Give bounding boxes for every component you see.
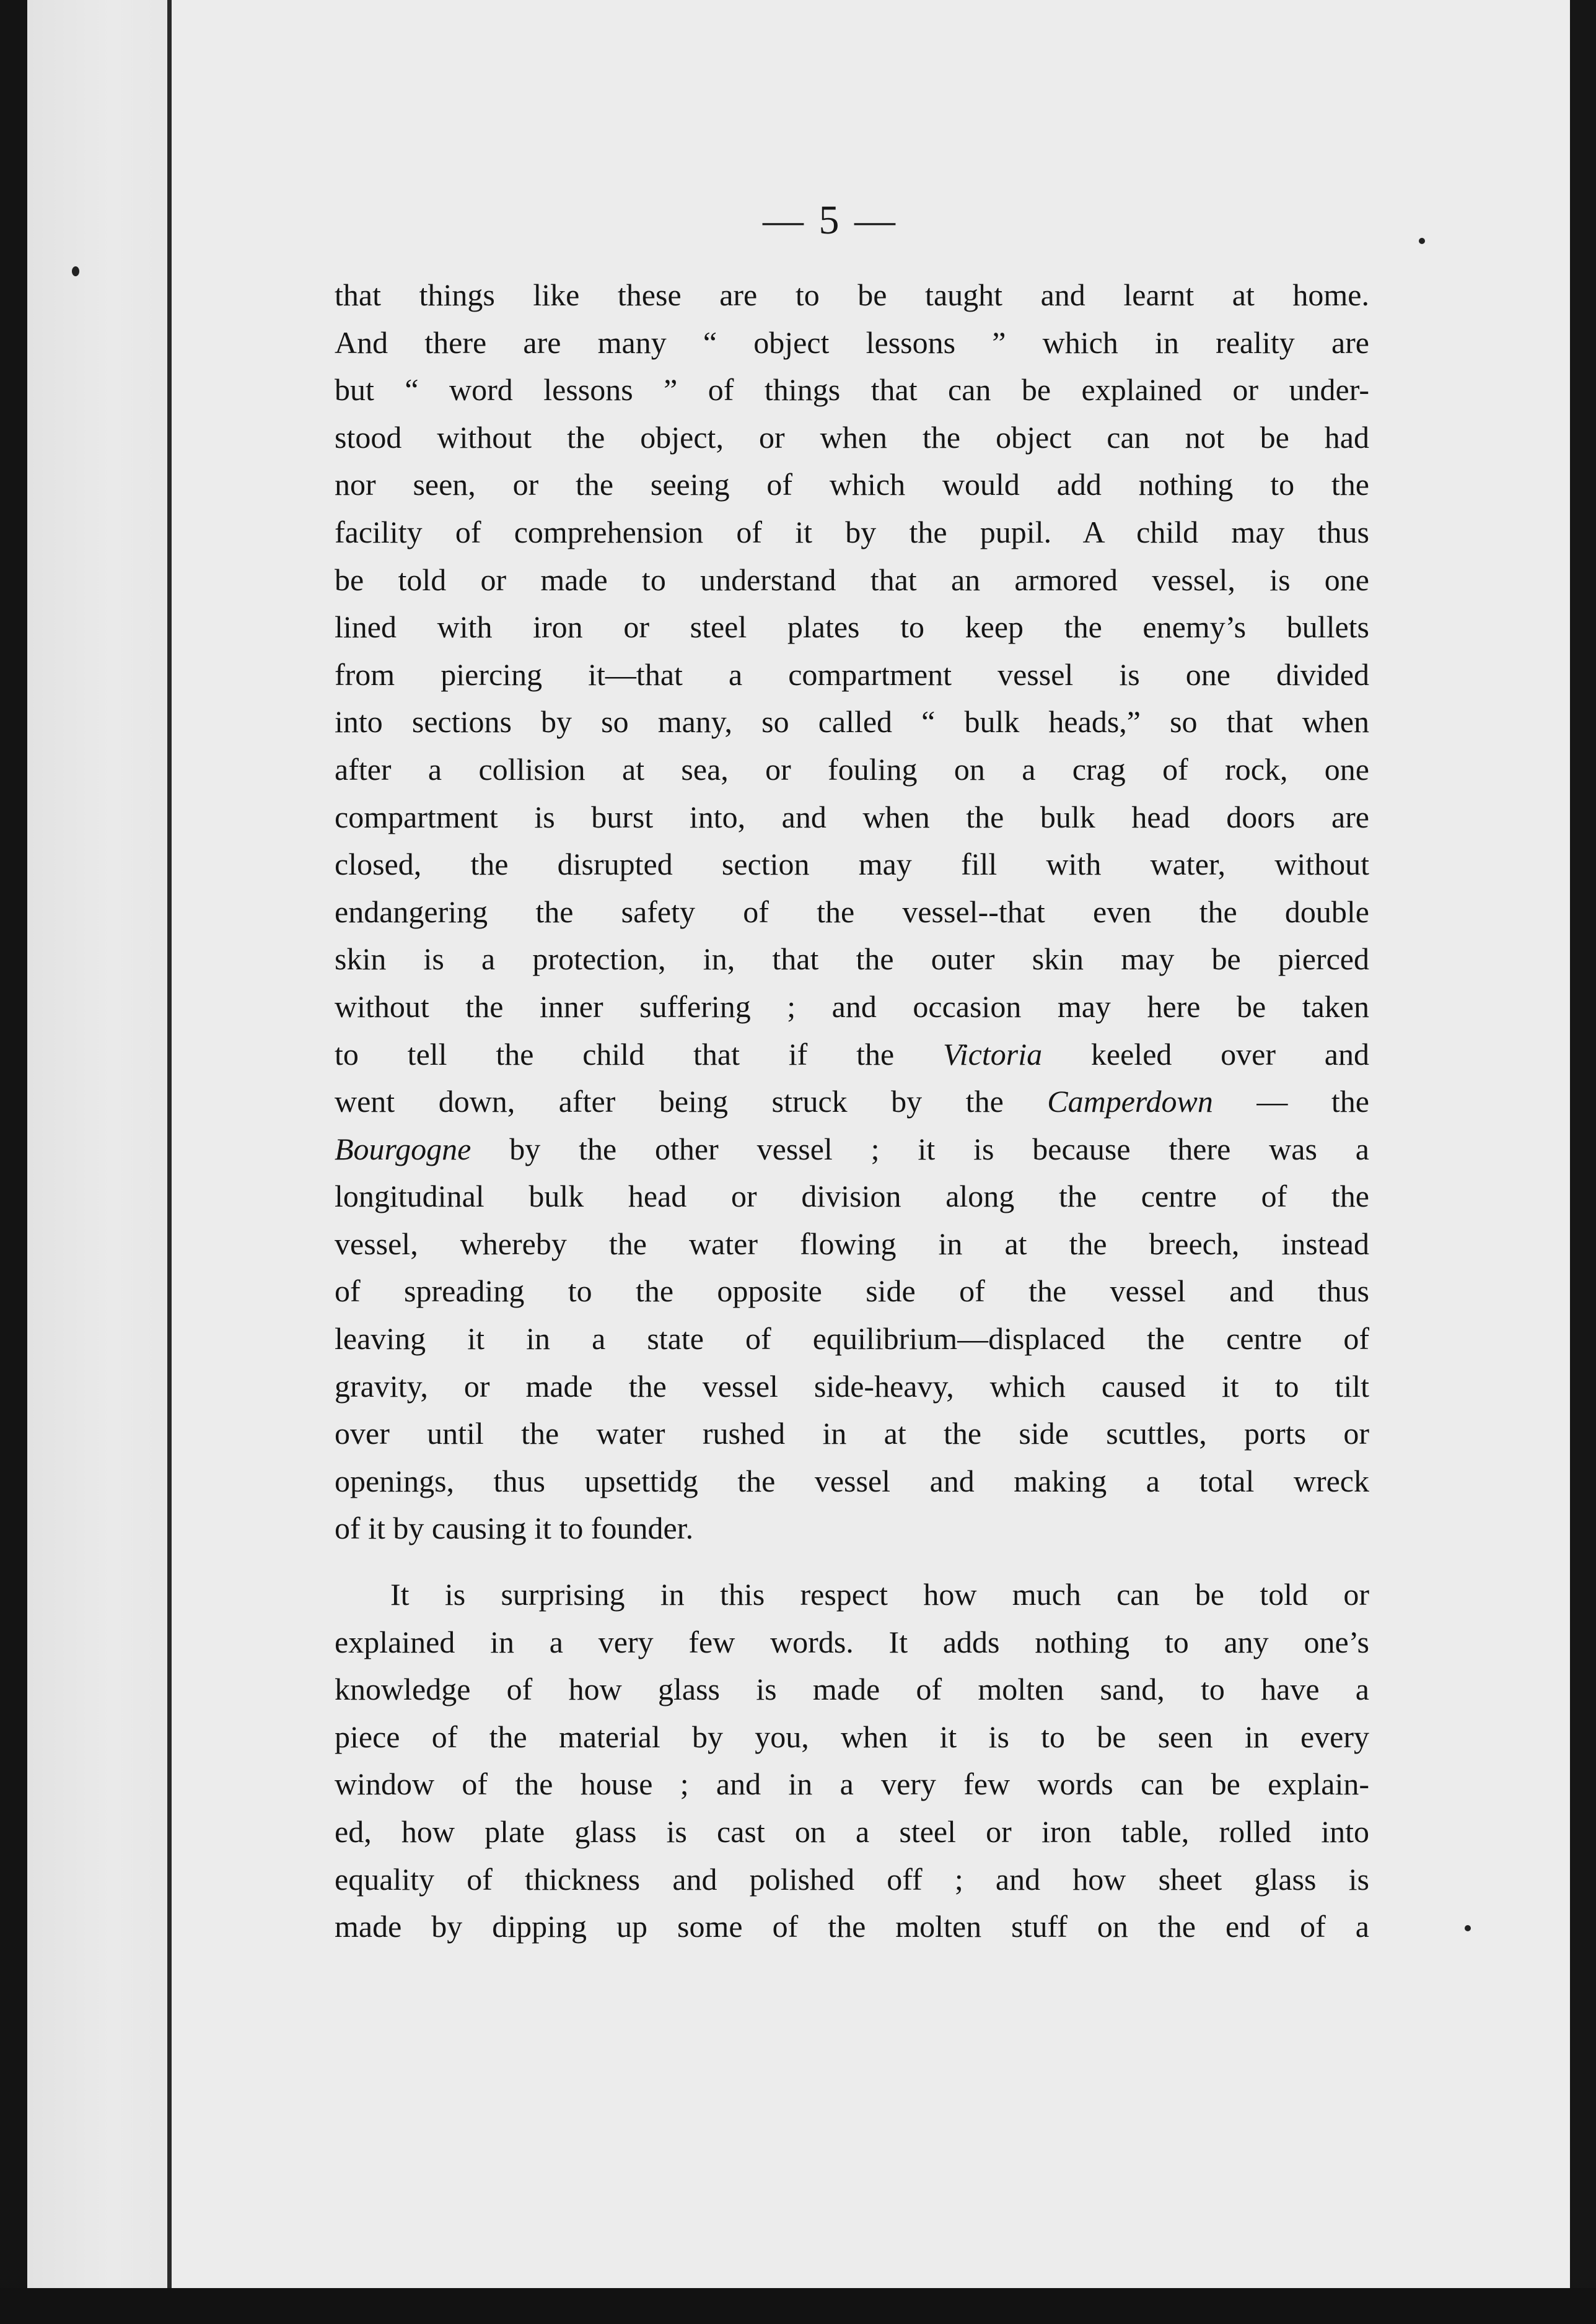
text-run: keeled over and (1042, 1036, 1370, 1072)
text-line: facility of comprehension of it by the pupil. A child may thus (335, 514, 1369, 549)
text-line-with-italic (335, 1031, 1369, 1078)
binding-gutter (27, 0, 170, 2324)
binding-fold-line (167, 0, 172, 2324)
text-line: It is surprising in this respect how much can be told or (390, 1577, 1369, 1612)
text-line: openings, thus upsettidg the vessel and making a total wreck (335, 1463, 1369, 1498)
body-text (335, 271, 1369, 1950)
text-line: stood without the object, or when the object can not be had (335, 419, 1369, 455)
text-line: closed, the disrupted section may fill with water, without (335, 847, 1369, 882)
text-line: vessel, whereby the water flowing in at the breech, instead (335, 1226, 1369, 1261)
text-line: gravity, or made the vessel side-heavy, which caused it to tilt (335, 1368, 1369, 1404)
text-line: window of the house ; and in a very few words can be explain- (335, 1767, 1369, 1802)
text-line: skin is a protection, in, that the outer skin may be pierced (335, 941, 1369, 977)
text-line: be told or made to understand that an armored vessel, is one (335, 562, 1369, 597)
paragraph-1 (335, 271, 1369, 1552)
text-line: from piercing it—that a compartment vessel is one divided (335, 657, 1369, 692)
paragraph-2 (335, 1571, 1369, 1950)
text-line: ed, how plate glass is cast on a steel or iron table, rolled into (335, 1814, 1369, 1849)
text-line: knowledge of how glass is made of molten sand, to have a (335, 1672, 1369, 1707)
text-line: endangering the safety of the vessel--that even the double (335, 894, 1369, 929)
text-line: longitudinal bulk head or division along the centre of the (335, 1179, 1369, 1214)
text-line: into sections by so many, so called “ bulk heads,” so that when (335, 704, 1369, 740)
text-line: explained in a very few words. It adds nothing to any one’s (335, 1624, 1369, 1659)
text-line: lined with iron or steel plates to keep the enemy’s bullets (335, 609, 1369, 645)
dust-speck (1465, 1925, 1471, 1931)
text-line: without the inner suffering ; and occasion may here be taken (335, 989, 1369, 1024)
text-line-with-italic (335, 1125, 1369, 1173)
text-line: after a collision at sea, or fouling on a crag of rock, one (335, 751, 1369, 787)
ship-name-bourgogne: Bourgogne (335, 1131, 471, 1166)
text-line: And there are many “ object lessons ” which in reality are (335, 325, 1369, 360)
text-line: piece of the material by you, when it is to be seen in every (335, 1719, 1369, 1754)
scan-edge-right (1570, 0, 1596, 2324)
text-line-with-italic (335, 1078, 1369, 1125)
text-line: leaving it in a state of equilibrium—displaced the centre of (335, 1321, 1369, 1356)
text-line: but “ word lessons ” of things that can be explained or under- (335, 372, 1369, 408)
text-run: — the (1212, 1084, 1369, 1119)
scan-edge-left (0, 0, 27, 2324)
text-line: compartment is burst into, and when the bulk head doors are (335, 799, 1369, 834)
text-line: made by dipping up some of the molten stuff on the end of a (335, 1909, 1369, 1944)
ship-name-camperdown: Camperdown (1047, 1084, 1213, 1119)
text-line: of it by causing it to founder. (335, 1511, 694, 1546)
page-number: — 5 — (763, 198, 898, 243)
text-line: of spreading to the opposite side of the vessel and thus (335, 1273, 1369, 1309)
text-run: by the other vessel ; it is because there was a (471, 1131, 1369, 1166)
text-run: went down, after being struck by the (335, 1084, 1048, 1119)
text-run: to tell the child that if the (335, 1036, 943, 1072)
text-line: equality of thickness and polished off ; and how sheet glass is (335, 1861, 1369, 1897)
paragraph-gap (335, 1552, 1369, 1571)
ship-name-victoria: Victoria (942, 1036, 1043, 1072)
text-line: over until the water rushed in at the side scuttles, ports or (335, 1416, 1369, 1451)
text-line: nor seen, or the seeing of which would add nothing to the (335, 467, 1369, 502)
scan-edge-bottom (0, 2288, 1596, 2324)
text-line: that things like these are to be taught and learnt at home. (335, 277, 1369, 312)
dust-speck (72, 266, 79, 276)
dust-speck (1419, 238, 1425, 244)
